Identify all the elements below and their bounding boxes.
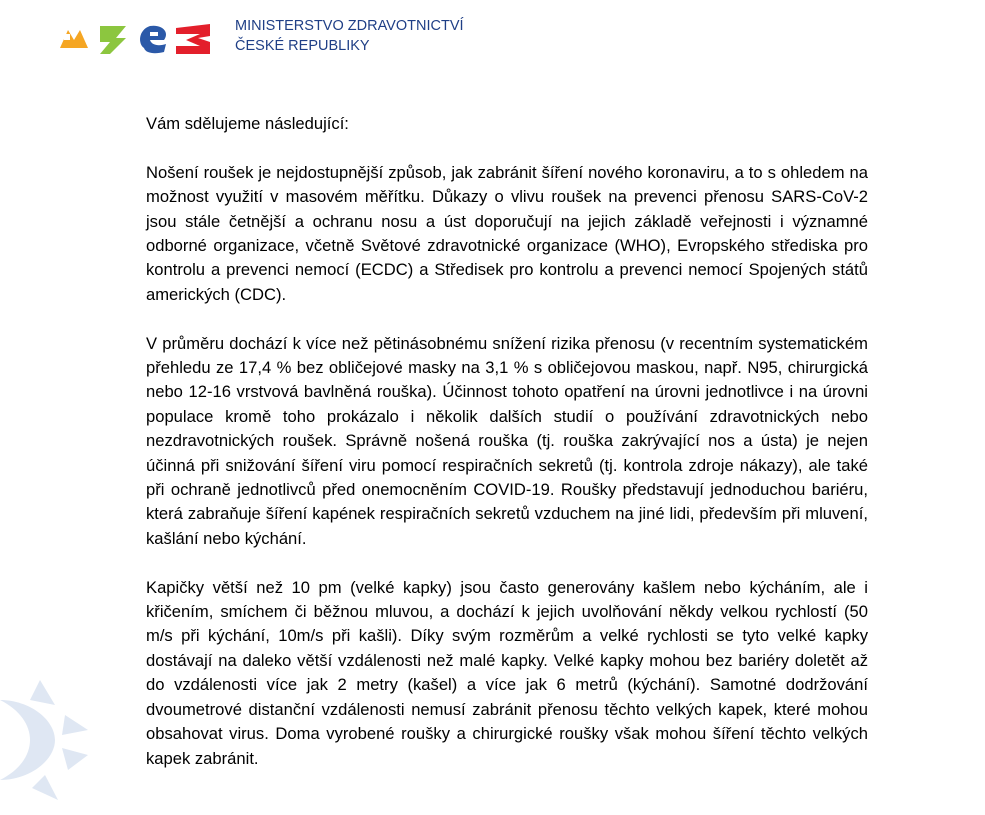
ministry-logo	[60, 14, 225, 56]
sun-watermark-icon	[0, 660, 90, 815]
greeting: Vám sdělujeme následující:	[146, 114, 349, 133]
letter-body	[146, 112, 868, 771]
paragraph-1: Nošení roušek je nejdostupnější způsob, jak zabránit šíření nového koronaviru, a to s ohledem na možnost využití v masovém měřítku. Důkazy o vlivu roušek na prevenci přenosu SARS-CoV-2 jsou stále četnější a ochranu nosu a úst doporučují na jejich základě veřejnosti i významné odborné organizace, včetně Světové zdravotnické organizace (WHO), Evropského střediska pro kontrolu a prevenci nemocí (ECDC) a Středisek pro kontrolu a prevenci nemocí Spojených států amerických (CDC).	[146, 162, 868, 304]
paragraph-2: V průměru dochází k více než pětinásobnému snížení rizika přenosu (v recentním systematickém přehledu ze 17,4 % bez obličejové masky na 3,1 % s obličejovou maskou, např. N95, chirurgická nebo 12-16 vrstvová bavlněná rouška). Účinnost tohoto opatření na úrovni jednotlivce i na úrovni populace kromě toho prokázalo i několik dalších studií o používání zdravotnických nebo nezdravotnických roušek. Správně nošená rouška (tj. rouška zakrývající nos a ústa) je nejen účinná při snižování šíření viru pomocí respiračních sekretů (tj. kontrola zdroje nákazy), ale také při ochraně jednotlivců před onemocněním COVID-19. Roušky představují jednoduchou bariéru, která zabraňuje šíření kapének respiračních sekretů vzduchem na jiné lidi, především při mluvení, kašlání nebo kýchání.	[146, 333, 868, 548]
paragraph-3: Kapičky větší než 10 pm (velké kapky) jsou často generovány kašlem nebo kýcháním, ale i křičením, smíchem či běžnou mluvou, a dochází k jejich uvolňování někdy velkou rychlostí (50 m/s při kýchání, 10m/s při kašli). Díky svým rozměrům a velké rychlosti se tyto velké kapky dostávají na daleko větší vzdálenosti než malé kapky. Velké kapky mohou bez bariéry doletět až do vzdálenosti více jak 2 metry (kašel) a více jak 6 metrů (kýchání). Samotné dodržování dvoumetrové distanční vzdálenosti nemusí zabránit přenosu těchto velkých kapek, které mohou obsahovat virus. Doma vyrobené roušky a chirurgické roušky však mohou šíření těchto velkých kapek zabránit.	[146, 577, 868, 768]
ministry-name	[235, 16, 464, 56]
ministry-name-line2: ČESKÉ REPUBLIKY	[235, 38, 370, 54]
ministry-name-line1: MINISTERSTVO ZDRAVOTNICTVÍ	[235, 18, 464, 34]
